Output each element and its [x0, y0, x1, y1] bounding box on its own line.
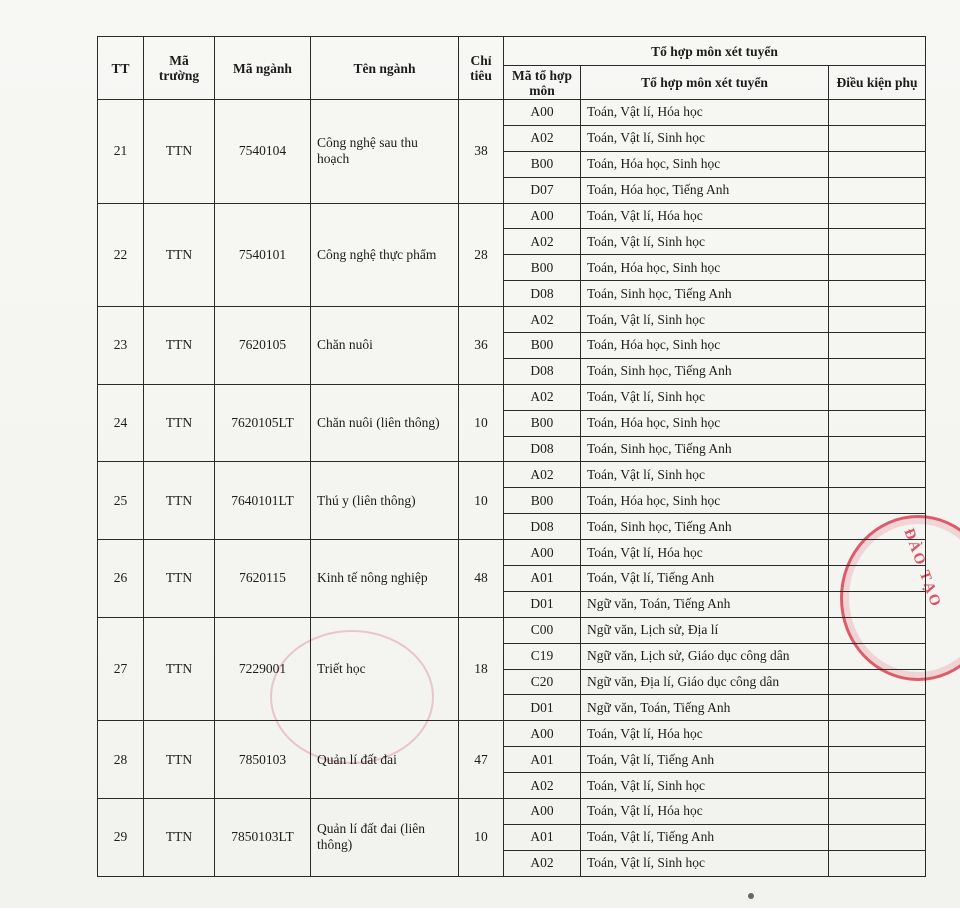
combo-code-cell: A02 [504, 773, 581, 799]
extra-condition-cell [829, 591, 926, 617]
table-row [98, 799, 926, 825]
combo-subjects-cell: Toán, Vật lí, Sinh học [581, 229, 829, 255]
combo-subjects-cell: Ngữ văn, Toán, Tiếng Anh [581, 591, 829, 617]
table-row [98, 307, 926, 333]
combo-code-cell: D01 [504, 695, 581, 721]
combo-code-cell: B00 [504, 488, 581, 514]
extra-condition-cell [829, 850, 926, 876]
quota-cell: 38 [459, 100, 504, 204]
combo-subjects-cell: Toán, Sinh học, Tiếng Anh [581, 358, 829, 384]
combo-code-cell: C00 [504, 617, 581, 643]
major-code-cell: 7620115 [215, 540, 311, 618]
extra-condition-cell [829, 721, 926, 747]
extra-condition-cell [829, 281, 926, 307]
combo-subjects-cell: Toán, Vật lí, Hóa học [581, 540, 829, 566]
school-code-cell: TTN [144, 462, 215, 540]
quota-cell: 18 [459, 617, 504, 721]
combo-subjects-cell: Toán, Vật lí, Sinh học [581, 850, 829, 876]
combo-code-cell: B00 [504, 410, 581, 436]
extra-condition-cell [829, 255, 926, 281]
table-row [98, 384, 926, 410]
combo-code-cell: A02 [504, 462, 581, 488]
major-name-cell: Quản lí đất đai (liên thông) [311, 799, 459, 877]
extra-condition-cell [829, 333, 926, 359]
header-combo-subjects: Tổ hợp môn xét tuyển [581, 66, 829, 100]
combo-subjects-cell: Toán, Hóa học, Sinh học [581, 488, 829, 514]
combo-code-cell: D08 [504, 358, 581, 384]
extra-condition-cell [829, 799, 926, 825]
header-major-code: Mã ngành [215, 37, 311, 100]
extra-condition-cell [829, 203, 926, 229]
extra-condition-cell [829, 695, 926, 721]
combo-code-cell: D01 [504, 591, 581, 617]
extra-condition-cell [829, 669, 926, 695]
major-code-cell: 7620105 [215, 307, 311, 385]
combo-subjects-cell: Toán, Vật lí, Sinh học [581, 307, 829, 333]
row-number: 25 [98, 462, 144, 540]
quota-cell: 36 [459, 307, 504, 385]
row-number: 27 [98, 617, 144, 721]
admission-table [97, 36, 926, 877]
combo-code-cell: B00 [504, 255, 581, 281]
combo-code-cell: A02 [504, 307, 581, 333]
quota-cell: 28 [459, 203, 504, 307]
combo-code-cell: A01 [504, 747, 581, 773]
header-combo-code: Mã tổ hợp môn [504, 66, 581, 100]
major-name-cell: Kinh tế nông nghiệp [311, 540, 459, 618]
school-code-cell: TTN [144, 100, 215, 204]
combo-subjects-cell: Ngữ văn, Địa lí, Giáo dục công dân [581, 669, 829, 695]
combo-code-cell: A00 [504, 721, 581, 747]
extra-condition-cell [829, 229, 926, 255]
major-name-cell: Thú y (liên thông) [311, 462, 459, 540]
combo-subjects-cell: Toán, Hóa học, Sinh học [581, 255, 829, 281]
header-tt: TT [98, 37, 144, 100]
ink-dot [748, 893, 754, 899]
combo-subjects-cell: Toán, Vật lí, Sinh học [581, 773, 829, 799]
major-code-cell: 7620105LT [215, 384, 311, 462]
combo-code-cell: C20 [504, 669, 581, 695]
extra-condition-cell [829, 747, 926, 773]
combo-subjects-cell: Toán, Sinh học, Tiếng Anh [581, 436, 829, 462]
major-code-cell: 7850103 [215, 721, 311, 799]
combo-subjects-cell: Ngữ văn, Toán, Tiếng Anh [581, 695, 829, 721]
combo-subjects-cell: Toán, Vật lí, Tiếng Anh [581, 824, 829, 850]
school-code-cell: TTN [144, 799, 215, 877]
extra-condition-cell [829, 773, 926, 799]
extra-condition-cell [829, 462, 926, 488]
combo-subjects-cell: Toán, Vật lí, Hóa học [581, 721, 829, 747]
combo-subjects-cell: Toán, Vật lí, Hóa học [581, 203, 829, 229]
quota-cell: 10 [459, 462, 504, 540]
combo-code-cell: A00 [504, 799, 581, 825]
row-number: 28 [98, 721, 144, 799]
major-name-cell: Chăn nuôi (liên thông) [311, 384, 459, 462]
combo-subjects-cell: Toán, Vật lí, Hóa học [581, 799, 829, 825]
combo-subjects-cell: Toán, Vật lí, Tiếng Anh [581, 566, 829, 592]
major-code-cell: 7540101 [215, 203, 311, 307]
extra-condition-cell [829, 540, 926, 566]
extra-condition-cell [829, 125, 926, 151]
row-number: 24 [98, 384, 144, 462]
table-row [98, 540, 926, 566]
quota-cell: 10 [459, 384, 504, 462]
combo-code-cell: D08 [504, 514, 581, 540]
header-quota: Chỉ tiêu [459, 37, 504, 100]
combo-subjects-cell: Toán, Vật lí, Sinh học [581, 462, 829, 488]
extra-condition-cell [829, 617, 926, 643]
combo-code-cell: A02 [504, 850, 581, 876]
school-code-cell: TTN [144, 203, 215, 307]
table-row [98, 462, 926, 488]
row-number: 29 [98, 799, 144, 877]
extra-condition-cell [829, 566, 926, 592]
combo-code-cell: A02 [504, 229, 581, 255]
school-code-cell: TTN [144, 721, 215, 799]
combo-code-cell: C19 [504, 643, 581, 669]
school-code-cell: TTN [144, 617, 215, 721]
extra-condition-cell [829, 100, 926, 126]
combo-code-cell: D07 [504, 177, 581, 203]
extra-condition-cell [829, 436, 926, 462]
major-code-cell: 7229001 [215, 617, 311, 721]
combo-code-cell: A02 [504, 384, 581, 410]
major-code-cell: 7850103LT [215, 799, 311, 877]
table-row [98, 203, 926, 229]
combo-code-cell: D08 [504, 436, 581, 462]
combo-code-cell: D08 [504, 281, 581, 307]
combo-subjects-cell: Toán, Vật lí, Sinh học [581, 384, 829, 410]
row-number: 21 [98, 100, 144, 204]
combo-subjects-cell: Toán, Sinh học, Tiếng Anh [581, 281, 829, 307]
combo-subjects-cell: Ngữ văn, Lịch sử, Giáo dục công dân [581, 643, 829, 669]
combo-code-cell: A00 [504, 100, 581, 126]
combo-code-cell: B00 [504, 333, 581, 359]
combo-subjects-cell: Toán, Hóa học, Tiếng Anh [581, 177, 829, 203]
table-row [98, 721, 926, 747]
extra-condition-cell [829, 384, 926, 410]
combo-code-cell: A00 [504, 203, 581, 229]
combo-subjects-cell: Toán, Vật lí, Sinh học [581, 125, 829, 151]
extra-condition-cell [829, 410, 926, 436]
extra-condition-cell [829, 307, 926, 333]
combo-code-cell: B00 [504, 151, 581, 177]
school-code-cell: TTN [144, 307, 215, 385]
red-stamp-text: ĐÀO TẠO [900, 526, 944, 611]
row-number: 22 [98, 203, 144, 307]
major-name-cell: Triết học [311, 617, 459, 721]
table-row [98, 100, 926, 126]
extra-condition-cell [829, 151, 926, 177]
table-body [98, 100, 926, 877]
major-name-cell: Công nghệ sau thu hoạch [311, 100, 459, 204]
extra-condition-cell [829, 643, 926, 669]
major-name-cell: Công nghệ thực phẩm [311, 203, 459, 307]
combo-code-cell: A01 [504, 566, 581, 592]
combo-subjects-cell: Ngữ văn, Lịch sử, Địa lí [581, 617, 829, 643]
table-row [98, 617, 926, 643]
row-number: 26 [98, 540, 144, 618]
combo-code-cell: A01 [504, 824, 581, 850]
header-extra-condition: Điều kiện phụ [829, 66, 926, 100]
extra-condition-cell [829, 514, 926, 540]
combo-subjects-cell: Toán, Vật lí, Tiếng Anh [581, 747, 829, 773]
major-code-cell: 7540104 [215, 100, 311, 204]
major-code-cell: 7640101LT [215, 462, 311, 540]
quota-cell: 48 [459, 540, 504, 618]
header-combination-group: Tổ hợp môn xét tuyển [504, 37, 926, 66]
row-number: 23 [98, 307, 144, 385]
combo-code-cell: A02 [504, 125, 581, 151]
extra-condition-cell [829, 488, 926, 514]
school-code-cell: TTN [144, 384, 215, 462]
header-major-name: Tên ngành [311, 37, 459, 100]
major-name-cell: Chăn nuôi [311, 307, 459, 385]
quota-cell: 47 [459, 721, 504, 799]
combo-subjects-cell: Toán, Hóa học, Sinh học [581, 410, 829, 436]
combo-subjects-cell: Toán, Vật lí, Hóa học [581, 100, 829, 126]
school-code-cell: TTN [144, 540, 215, 618]
header-school-code: Mã trường [144, 37, 215, 100]
combo-code-cell: A00 [504, 540, 581, 566]
extra-condition-cell [829, 177, 926, 203]
extra-condition-cell [829, 824, 926, 850]
combo-subjects-cell: Toán, Hóa học, Sinh học [581, 151, 829, 177]
quota-cell: 10 [459, 799, 504, 877]
combo-subjects-cell: Toán, Sinh học, Tiếng Anh [581, 514, 829, 540]
combo-subjects-cell: Toán, Hóa học, Sinh học [581, 333, 829, 359]
major-name-cell: Quản lí đất đai [311, 721, 459, 799]
extra-condition-cell [829, 358, 926, 384]
